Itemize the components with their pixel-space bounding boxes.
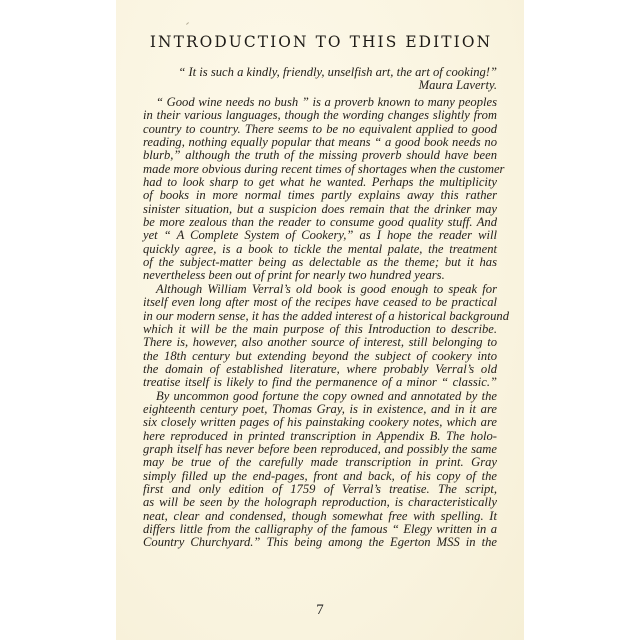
text-line: may be true of the carefully made transcription in print. Gray: [143, 455, 497, 470]
text-line: reading, nothing equally popular that means “ a good book needs no: [143, 135, 497, 150]
text-line: be more zealous than the reader to consume good quality stuff. And: [143, 215, 497, 230]
paper-speck: [186, 22, 189, 25]
page-number: 7: [316, 602, 324, 618]
text-line: treatise itself is likely to find the permanence of a minor “ classic.”: [143, 375, 497, 390]
text-line: of books in more normal times partly explains away this rather: [143, 188, 497, 203]
text-line: differs little from the calligraphy of the famous “ Elegy written in a: [143, 522, 497, 536]
text-line: Although William Verral’s old book is good enough to speak for: [156, 281, 497, 296]
text-line: six closely written pages of his painstaking cookery notes, which are: [143, 415, 497, 430]
text-line: yet “ A Complete System of Cookery,” as I hope the reader will: [143, 228, 497, 243]
text-line: first and only edition of 1759 of Verral’s treatise. The script,: [143, 481, 497, 496]
text-line: By uncommon good fortune the copy owned and annotated by the: [156, 388, 497, 403]
text-line: country to country. There seems to be no equivalent applied to good: [143, 121, 497, 136]
epigraph-attribution: Maura Laverty.: [418, 78, 497, 93]
text-line: simply filled up the end-pages, front and back, of his copy of the: [143, 468, 497, 483]
text-line: in our modern sense, it has the added interest of a historical background: [143, 308, 509, 323]
text-line: blurb,” although the truth of the missing proverb should have been: [143, 148, 497, 163]
text-line: itself even long after most of the recipes have ceased to be practical: [143, 295, 497, 310]
text-line: sinister situation, but a suspicion does remain that the drinker may: [143, 201, 497, 216]
text-line: eighteenth century poet, Thomas Gray, is in existence, and in it are: [143, 401, 497, 416]
text-line: in their various languages, though the wording changes slightly from: [143, 108, 497, 123]
text-line: the 18th century but extending beyond the subject of cookery into: [143, 348, 497, 363]
text-line: There is, however, also another source of interest, still belonging to: [143, 335, 497, 350]
body-text: [143, 95, 509, 550]
text-line: Country Churchyard.” This being among the Egerton MSS in the: [143, 535, 497, 550]
text-line: “ Good wine needs no bush ” is a proverb known to many peoples: [156, 95, 497, 109]
text-line: made more obvious during recent times of shortages when the customer: [143, 161, 505, 176]
epigraph-quote: “ It is such a kindly, friendly, unselfish art, the art of cooking!”: [178, 65, 497, 79]
text-line: as will be seen by the holograph reproduction, is characteristically: [143, 495, 497, 510]
text-line: nevertheless been out of print for nearly two hundred years.: [143, 268, 445, 283]
book-page: [116, 0, 524, 640]
chapter-title: INTRODUCTION TO THIS EDITION: [149, 33, 493, 51]
text-line: the domain of established literature, where probably Verral’s old: [143, 361, 497, 376]
text-line: graph itself has never before been reproduced, and possibly the same: [143, 441, 497, 456]
text-line: had to look sharp to get what he wanted. Perhaps the multiplicity: [143, 175, 497, 190]
text-line: of the subject-matter being as delectable as the theme; but it has: [143, 255, 497, 270]
text-line: here reproduced in printed transcription in Appendix B. The holo-: [143, 428, 497, 443]
text-line: neat, clear and condensed, though somewhat free with spelling. It: [143, 508, 497, 523]
text-line: which it will be the main purpose of this Introduction to describe.: [143, 321, 497, 336]
epigraph: [143, 66, 497, 93]
text-line: quickly agree, is a book to tickle the mental palate, the treatment: [143, 241, 497, 256]
